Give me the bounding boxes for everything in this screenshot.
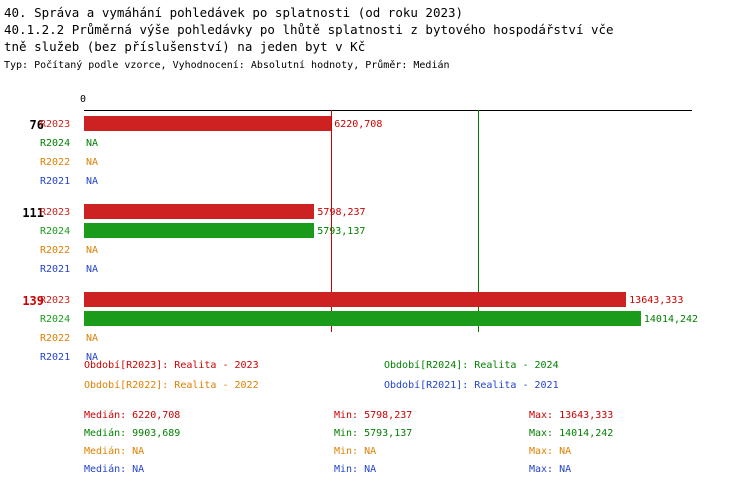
stat-min: Min: 5798,237: [334, 410, 413, 421]
group-label: 111: [22, 206, 44, 220]
stat-median: Medián: 6220,708: [84, 410, 181, 421]
stat-max: Max: NA: [529, 446, 572, 457]
bar-na-label: NA: [86, 333, 99, 344]
stat-max: Max: 14014,242: [529, 428, 614, 439]
legend-item: Období[R2023]: Realita - 2023: [84, 360, 259, 371]
stat-median: Medián: NA: [84, 446, 145, 457]
series-row-label: R2021: [40, 264, 71, 275]
bar-na-label: NA: [86, 245, 99, 256]
chart-bar[interactable]: [84, 116, 331, 131]
stat-min: Min: NA: [334, 446, 377, 457]
header-line-3: tně služeb (bez příslušenství) na jeden byt v Kč: [4, 39, 366, 54]
stat-median: Medián: NA: [84, 464, 145, 475]
series-row-label: R2022: [40, 333, 71, 344]
bar-value-label: 14014,242: [643, 314, 699, 325]
series-row-label: R2022: [40, 245, 71, 256]
header-line-1: 40. Správa a vymáhání pohledávek po splatnosti (od roku 2023): [4, 5, 464, 20]
series-row-label: R2024: [40, 138, 71, 149]
series-row-label: R2023: [40, 119, 71, 130]
stat-max: Max: NA: [529, 464, 572, 475]
chart-bar[interactable]: [84, 223, 314, 238]
bar-na-label: NA: [86, 157, 99, 168]
series-row-label: R2021: [40, 352, 71, 363]
legend-item: Období[R2022]: Realita - 2022: [84, 380, 259, 391]
bar-value-label: 5793,137: [317, 226, 366, 237]
stat-median: Medián: 9903,689: [84, 428, 181, 439]
series-row-label: R2024: [40, 226, 71, 237]
header-subtitle: Typ: Počítaný podle vzorce, Vyhodnocení: Absolutní hodnoty, Průměr: Medián: [4, 60, 450, 71]
page-header: [0, 0, 750, 73]
legend-item: Období[R2021]: Realita - 2021: [384, 380, 559, 391]
bar-na-label: NA: [86, 352, 99, 363]
legend-item: Období[R2024]: Realita - 2024: [384, 360, 559, 371]
bar-na-label: NA: [86, 176, 99, 187]
header-line-2: 40.1.2.2 Průměrná výše pohledávky po lhůtě splatnosti z bytového hospodářství vče: [4, 22, 614, 37]
chart-bar[interactable]: [84, 204, 314, 219]
bar-value-label: 5798,237: [317, 207, 366, 218]
chart-bar[interactable]: [84, 311, 641, 326]
chart-plot-area: [0, 92, 750, 363]
series-row-label: R2024: [40, 314, 71, 325]
axis-origin-label: 0: [80, 94, 87, 105]
bar-value-label: 6220,708: [334, 119, 383, 130]
series-row-label: R2021: [40, 176, 71, 187]
chart-bar[interactable]: [84, 292, 626, 307]
series-row-label: R2023: [40, 207, 71, 218]
bar-na-label: NA: [86, 138, 99, 149]
bar-value-label: 13643,333: [629, 295, 684, 306]
stat-max: Max: 13643,333: [529, 410, 614, 421]
stat-min: Min: 5793,137: [334, 428, 413, 439]
stat-min: Min: NA: [334, 464, 377, 475]
series-row-label: R2023: [40, 295, 71, 306]
series-row-label: R2022: [40, 157, 71, 168]
axis-top-line: [84, 110, 692, 111]
bar-na-label: NA: [86, 264, 99, 275]
group-label: 76: [29, 118, 44, 132]
group-label: 139: [22, 294, 44, 308]
